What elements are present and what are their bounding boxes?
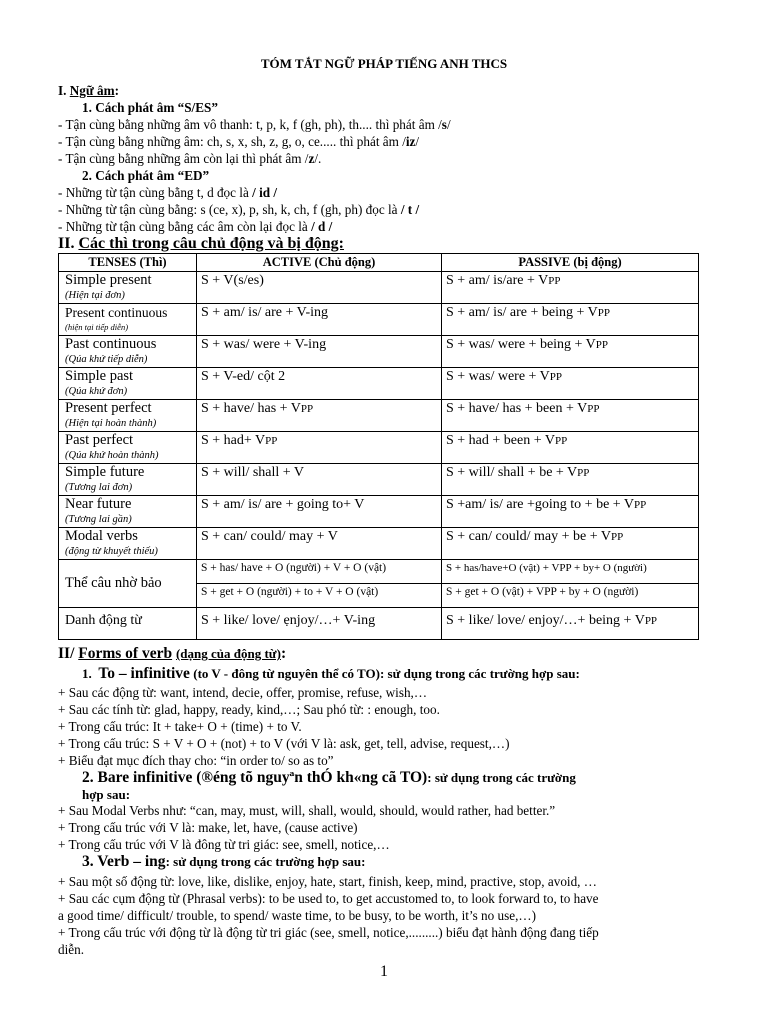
passive-formula: [442, 336, 699, 368]
pp-suffix: PP: [548, 275, 561, 287]
page-number: 1: [380, 963, 388, 980]
tense-name: Present perfect: [65, 400, 152, 416]
pp-suffix: PP: [549, 371, 563, 383]
usage-line: + Trong cấu trúc với động từ là động từ tri giác (see, smell, notice,.........) biểu đạt hành động đang tiếp: [58, 925, 599, 940]
sound-symbol: / d /: [311, 219, 333, 234]
usage-line: diễn.: [58, 942, 85, 957]
tense-vietnamese: (Qúa khứ hoàn thành): [65, 450, 159, 461]
section-1-heading: [58, 82, 119, 99]
passive-text: S +am/ is/ are +going to + be + V: [446, 497, 635, 512]
line-text: - Những từ tận cùng bằng các âm còn lại đọc là: [58, 219, 312, 234]
usage-line: + Biểu đạt mục đích thay cho: “in order to/ so as to”: [58, 753, 334, 768]
active-formula: [197, 432, 442, 464]
table-row: [59, 272, 699, 304]
to-infinitive-heading: [82, 665, 580, 682]
tense-vietnamese: (Qúa khứ tiếp diễn): [65, 354, 148, 365]
line-end: /: [446, 117, 451, 132]
table-header-row: [59, 254, 699, 272]
line-text: - Tận cùng bằng những âm: ch, s, x, sh, z, g, o, ce..... thì phát âm /: [58, 134, 406, 149]
section-3-title: Forms of verb: [78, 645, 173, 662]
usage-line: + Trong cấu trúc: S + V + O + (not) + to V (với V là: ask, get, tell, advise, request,…): [58, 736, 510, 751]
pronunciation-line: [58, 116, 451, 133]
passive-text: S + like/ love/ enjoy/…+ being + V: [446, 613, 645, 628]
table-row: [59, 608, 699, 640]
active-formula: S + am/ is/ are + going to+ V: [197, 496, 442, 528]
document-title: TÓM TẮT NGỮ PHÁP TIẾNG ANH THCS: [260, 56, 508, 71]
column-header: TENSES (Thì): [59, 254, 197, 272]
tense-cell: [59, 464, 197, 496]
passive-formula: S + get + O (vật) + VPP + by + O (người): [442, 584, 699, 608]
tense-name: Present continuous: [65, 305, 168, 320]
table-row: [59, 368, 699, 400]
active-formula: S + get + O (người) + to + V + O (vật): [197, 584, 442, 608]
usage-line: + Trong cấu trúc với V là: make, let, have, (cause active): [58, 820, 358, 835]
section-1-colon: :: [114, 83, 120, 98]
line-text: - Những từ tận cùng bằng t, d đọc là: [58, 185, 253, 200]
usage-line: + Sau một số động từ: love, like, dislike, enjoy, hate, start, finish, keep, mind, practive, stop, avoid, …: [58, 874, 597, 889]
item-title: To – infinitive: [98, 665, 190, 682]
pp-suffix: PP: [610, 531, 624, 543]
bare-infinitive-heading: [82, 769, 576, 786]
section-1-number: I.: [58, 83, 67, 98]
item-tail: : sử dụng trong các trường: [427, 770, 576, 785]
active-formula: S + am/ is/ are + V-ing: [197, 304, 442, 336]
passive-formula: [442, 400, 699, 432]
line-end: /: [415, 134, 420, 149]
passive-formula: [442, 272, 699, 304]
section-2-number: II.: [58, 235, 75, 252]
tense-cell: [59, 400, 197, 432]
active-text: S + had+ V: [201, 433, 266, 448]
passive-text: S + was/ were + being + V: [446, 337, 596, 352]
passive-text: S + can/ could/ may + be + V: [446, 529, 611, 544]
usage-line: + Sau các cụm động từ (Phrasal verbs): to be used to, to get accustomed to, to look forward to, to have: [58, 891, 599, 906]
table-row: [59, 560, 699, 584]
item-tail: : sử dụng trong các trường hợp sau:: [165, 854, 366, 869]
table-row: [59, 464, 699, 496]
tense-cell: [59, 496, 197, 528]
gerund-label: Danh động từ: [59, 608, 197, 640]
usage-line: + Trong cấu trúc với V là đông từ tri giác: see, smell, notice,…: [58, 837, 390, 852]
active-formula: S + was/ were + V-ing: [197, 336, 442, 368]
table-row: [59, 528, 699, 560]
item-note: (to V - đông từ nguyên thể có TO): [193, 666, 380, 681]
column-header: PASSIVE (bị động): [442, 254, 699, 272]
active-formula: S + has/ have + O (người) + V + O (vật): [197, 560, 442, 584]
pp-suffix: PP: [634, 499, 647, 511]
table-row: [59, 400, 699, 432]
tense-vietnamese: (hiện tại tiếp diễn): [65, 322, 129, 332]
tense-cell: [59, 304, 197, 336]
tense-vietnamese: (động từ khuyết thiếu): [65, 546, 158, 557]
passive-formula: [442, 432, 699, 464]
verb-ing-heading: [82, 853, 365, 870]
sound-symbol: z: [308, 151, 315, 166]
passive-formula: [442, 368, 699, 400]
tense-vietnamese: (Tương lai đơn): [65, 482, 133, 493]
section-2-heading: [58, 235, 344, 252]
tense-vietnamese: (Hiện tại hoàn thành): [65, 418, 157, 429]
active-formula: S + will/ shall + V: [197, 464, 442, 496]
usage-line: + Sau các tính từ: glad, happy, ready, kind,…; Sau phó từ: : enough, too.: [58, 702, 440, 717]
tense-name: Modal verbs: [65, 528, 138, 544]
pp-suffix: PP: [595, 339, 609, 351]
passive-text: S + am/ is/ are + being + V: [446, 305, 598, 320]
usage-line: a good time/ difficult/ trouble, to spend/ waste time, to be busy, to be worth, it’s no use,…): [58, 908, 536, 923]
passive-formula: [442, 608, 699, 640]
table-row: [59, 432, 699, 464]
section-2-title: Các thì trong câu chủ động và bị động:: [78, 235, 344, 252]
passive-formula: S + has/have+O (vật) + VPP + by+ O (người): [442, 560, 699, 584]
sound-symbol: s: [441, 117, 447, 132]
tense-cell: [59, 432, 197, 464]
tense-name: Near future: [65, 496, 132, 512]
pronunciation-line: [58, 150, 321, 167]
pp-suffix: PP: [554, 435, 568, 447]
passive-formula: [442, 304, 699, 336]
tenses-table: [58, 253, 699, 640]
column-header: ACTIVE (Chủ động): [197, 254, 442, 272]
tense-name: Simple present: [65, 272, 152, 288]
passive-text: S + will/ shall + be + V: [446, 465, 578, 480]
tense-cell: [59, 368, 197, 400]
item-title: 3. Verb – ing: [82, 853, 166, 870]
passive-text: S + was/ were + V: [446, 369, 550, 384]
pronunciation-line: [58, 201, 419, 218]
tense-vietnamese: (Tương lai gần): [65, 514, 132, 525]
usage-line: + Sau các động từ: want, intend, decie, offer, promise, refuse, wish,…: [58, 685, 428, 700]
tense-name: Simple future: [65, 464, 145, 480]
pronunciation-line: [58, 184, 277, 201]
subheading-s-es: 1. Cách phát âm “S/ES”: [82, 100, 218, 115]
table-row: [59, 304, 699, 336]
pp-suffix: PP: [597, 307, 610, 319]
tense-cell: [59, 336, 197, 368]
item-number: 1.: [82, 666, 92, 681]
section-3-subtitle: (dạng của động từ): [175, 646, 281, 661]
item-title: 2. Bare infinitive (®éng tõ nguyªn thÓ kh«ng cã TO): [82, 769, 428, 786]
section-3-heading: [58, 645, 286, 662]
sound-symbol: iz: [405, 134, 416, 149]
passive-formula: [442, 464, 699, 496]
usage-line: + Trong cấu trúc: It + take+ O + (time) + to V.: [58, 719, 302, 734]
tense-name: Past perfect: [65, 432, 134, 448]
item-tail: : sử dụng trong các trường hợp sau:: [379, 666, 580, 681]
pronunciation-line: [58, 218, 332, 235]
sound-symbol: / t /: [400, 202, 420, 217]
passive-formula: [442, 528, 699, 560]
tense-vietnamese: (Qúa khứ đơn): [65, 386, 128, 397]
passive-text: S + am/ is/are + V: [446, 273, 549, 288]
line-end: /.: [314, 151, 322, 166]
active-formula: [197, 400, 442, 432]
section-1-title: Ngữ âm: [69, 83, 115, 98]
active-formula: S + V(s/es): [197, 272, 442, 304]
active-formula: S + can/ could/ may + V: [197, 528, 442, 560]
active-formula: S + like/ love/ ẹnjoy/…+ V-ing: [197, 608, 442, 640]
pp-suffix: PP: [265, 435, 278, 447]
sound-symbol: / id /: [252, 185, 278, 200]
tense-cell: [59, 528, 197, 560]
pronunciation-line: [58, 133, 419, 150]
tense-name: Simple past: [65, 368, 134, 384]
active-text: S + have/ has + V: [201, 401, 301, 416]
causative-label: Thể câu nhờ bảo: [59, 560, 197, 608]
table-row: [59, 496, 699, 528]
passive-text: S + have/ has + been + V: [446, 401, 588, 416]
passive-formula: [442, 496, 699, 528]
passive-text: S + had + been + V: [446, 433, 555, 448]
line-text: - Tận cùng bằng những âm còn lại thì phát âm /: [58, 151, 309, 166]
tense-cell: [59, 272, 197, 304]
pp-suffix: PP: [300, 403, 314, 415]
pp-suffix: PP: [644, 615, 658, 627]
table-row: [59, 336, 699, 368]
line-text: - Những từ tận cùng bằng: s (ce, x), p, sh, k, ch, f (gh, ph) đọc là: [58, 202, 401, 217]
pp-suffix: PP: [577, 467, 590, 479]
tense-vietnamese: (Hiện tại đơn): [65, 290, 125, 301]
active-formula: S + V-ed/ cột 2: [197, 368, 442, 400]
bare-infinitive-heading-cont: hợp sau:: [82, 787, 131, 802]
subheading-ed: 2. Cách phát âm “ED”: [82, 168, 210, 183]
tense-name: Past continuous: [65, 336, 157, 352]
pp-suffix: PP: [587, 403, 600, 415]
line-text: - Tận cùng bằng những âm vô thanh: t, p, k, f (gh, ph), th.... thì phát âm /: [58, 117, 442, 132]
section-3-colon: :: [280, 645, 287, 662]
section-3-number: II/: [58, 645, 75, 662]
usage-line: + Sau Modal Verbs như: “can, may, must, will, shall, would, should, would rather, had better.”: [58, 803, 556, 818]
